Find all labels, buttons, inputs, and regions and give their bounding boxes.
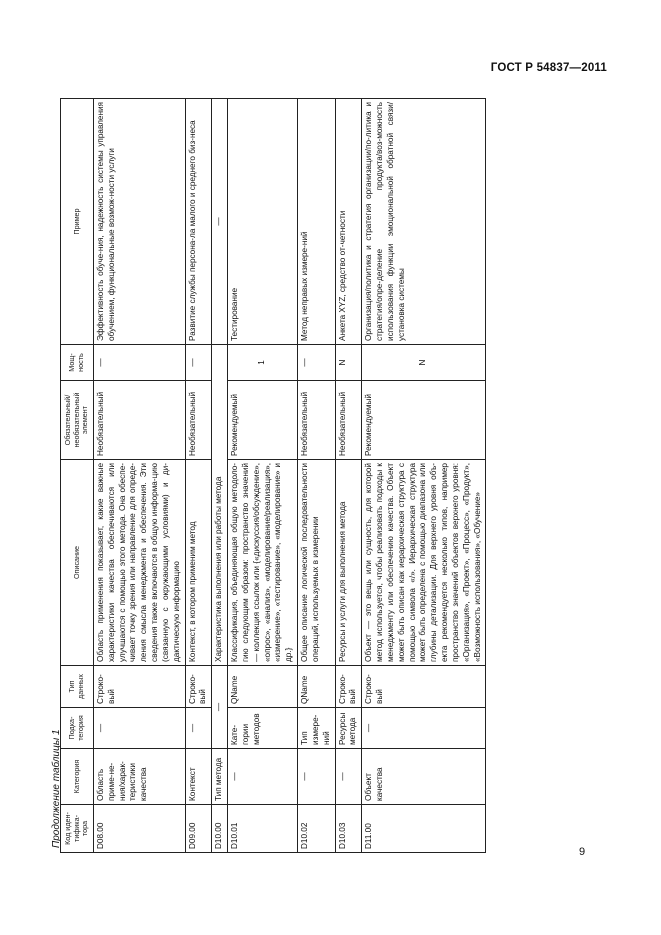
- table-caption: Продолжение таблицы 1: [51, 729, 62, 848]
- cell-example: Тестирование: [228, 99, 298, 345]
- cell-description: Общее описание логической последовательности операций, используемых в измерении: [298, 460, 335, 666]
- cell-power: 1: [228, 345, 298, 381]
- cell-subcategory: —: [94, 708, 186, 749]
- column-header-description: Описание: [61, 460, 94, 666]
- table-row: [94, 99, 186, 853]
- cell-code: D10.00: [212, 805, 228, 853]
- cell-description: Характеристика выполнения или работы метода: [212, 345, 228, 666]
- column-header-power: Мощ-ность: [61, 345, 94, 381]
- cell-description: Классификация, объединяющая общую методоло-гию следующим образом: пространство значений — коллекция ссылок или {«дискуссия/обсуждение», «опрос», «анализ», «моделирование/реализация», «измерение», «тестирование», «моделирование» и др.}: [228, 460, 298, 666]
- cell-subcategory: —: [212, 666, 228, 749]
- column-header-example: Пример: [61, 99, 94, 345]
- cell-subcategory: Тип измере-ний: [298, 708, 335, 749]
- cell-obligation: Рекомендуемый: [362, 381, 486, 460]
- cell-subcategory: Кате-гории методов: [228, 708, 298, 749]
- cell-example: Организация/политика и стратегия организации/по-литика и стратегия/опре-деление продукта/воз-можность использования функции эмоциональной обратной связи/установка системы: [362, 99, 486, 345]
- cell-category: Объект качества: [362, 749, 486, 805]
- cell-code: D11.00: [362, 805, 486, 853]
- cell-code: D08.00: [94, 805, 186, 853]
- standard-header: ГОСТ Р 54837—2011: [490, 62, 607, 74]
- table-header-row: [61, 99, 94, 853]
- cell-power: —: [94, 345, 186, 381]
- cell-datatype: Строко-вый: [94, 666, 186, 708]
- table-row: [298, 99, 335, 853]
- rotated-table-wrapper: [60, 99, 566, 853]
- cell-obligation: Необязательный: [185, 381, 212, 460]
- cell-category: Область приме-не-ния/харак-теристики качества: [94, 749, 186, 805]
- cell-example: Эффективность обуче-ния, надежность системы управления обучением, функциональные возмож-ности услуги: [94, 99, 186, 345]
- cell-obligation: Необязательный: [335, 381, 362, 460]
- cell-category: —: [228, 749, 298, 805]
- cell-code: D10.01: [228, 805, 298, 853]
- cell-code: D10.02: [298, 805, 335, 853]
- cell-datatype: Строко-вый: [335, 666, 362, 708]
- cell-description: Объект — это вещь или сущность, для которой метод используется, чтобы реализовать подходы к менеджменту или обеспечению качества. Объект может быть описан как иерархическая структура с помощью символа «/». Иерархическая структура может быть определена с помощью диапазона или глубины детализации. Для верхнего уровня объ-екта рекомендуется несколько типов, например пространство значений объектов верхнего уровня: «Организация», «Проект», «Процесс», «Продукт», «Возможность использования», «Обучение»: [362, 460, 486, 666]
- data-table: [60, 98, 486, 853]
- cell-category: Контекст: [185, 749, 212, 805]
- table-row: [362, 99, 486, 853]
- column-header-subcategory: Подка-тегория: [61, 708, 94, 749]
- cell-description: Область применения показывает, какие важные характеристики качества обеспечиваются или улучшаются с помощью этого метода. Она обеспе-чивает точку зрения или направление для опреде-ления смысла менеджмента и обеспечения. Эти сведения также включаются в общую информа-цию (связанную с окружающими условиями) и ди-дактическую информацию: [94, 460, 186, 666]
- cell-obligation: Необязательный: [298, 381, 335, 460]
- cell-description: Контекст, в котором применим метод: [185, 460, 212, 666]
- column-header-datatype: Тип данных: [61, 666, 94, 708]
- cell-obligation: Необязательный: [94, 381, 186, 460]
- cell-subcategory: —: [362, 708, 486, 749]
- cell-example: —: [212, 99, 228, 345]
- cell-power: N: [335, 345, 362, 381]
- cell-description: Ресурсы и услуги для выполнения метода: [335, 460, 362, 666]
- cell-category: —: [335, 749, 362, 805]
- page-number: 9: [579, 846, 586, 858]
- table-row: [185, 99, 212, 853]
- cell-power: —: [298, 345, 335, 381]
- cell-subcategory: —: [185, 708, 212, 749]
- column-header-code: Код иден-тифика-тора: [61, 805, 94, 853]
- cell-datatype: Строко-вый: [185, 666, 212, 708]
- cell-code: D09.00: [185, 805, 212, 853]
- cell-subcategory: Ресурсы метода: [335, 708, 362, 749]
- table-row: [228, 99, 298, 853]
- column-header-obligation: Обязательный/ необязательный элемент: [61, 381, 94, 460]
- cell-example: Метод неправых измере-ний: [298, 99, 335, 345]
- cell-datatype: QName: [228, 666, 298, 708]
- cell-datatype: QName: [298, 666, 335, 708]
- column-header-category: Категория: [61, 749, 94, 805]
- cell-obligation: Рекомендуемый: [228, 381, 298, 460]
- table-row: [212, 99, 228, 853]
- cell-datatype: Строко-вый: [362, 666, 486, 708]
- table-row: [335, 99, 362, 853]
- cell-power: N: [362, 345, 486, 381]
- cell-example: Анкета XYZ, средство от-четности: [335, 99, 362, 345]
- cell-category: —: [298, 749, 335, 805]
- cell-example: Развитие службы персона-ла малого и среднего биз-неса: [185, 99, 212, 345]
- cell-code: D10.03: [335, 805, 362, 853]
- cell-power: —: [185, 345, 212, 381]
- cell-category: Тип метода: [212, 749, 228, 805]
